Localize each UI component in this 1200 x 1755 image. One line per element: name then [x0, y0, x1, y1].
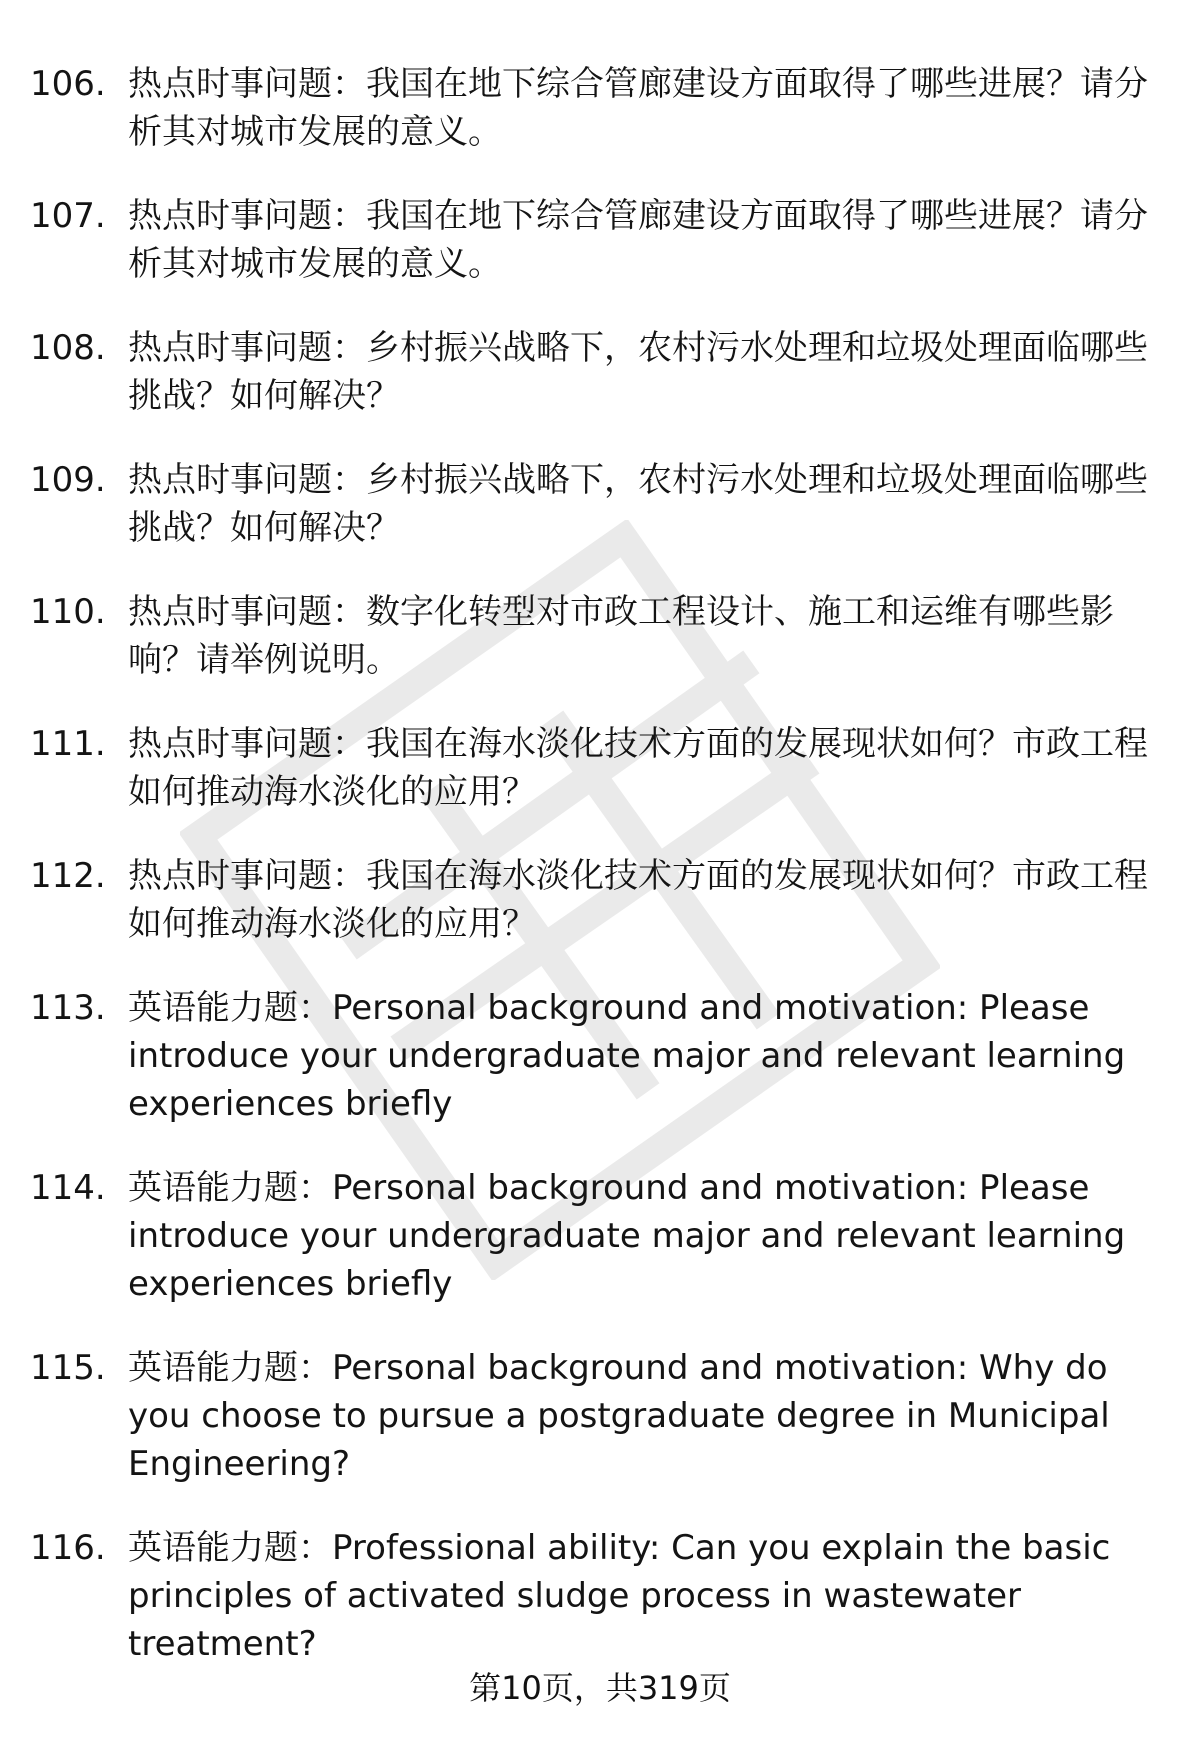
question-text: 英语能力题：Personal background and motivation: Please introduce your undergraduate major and relevant learning experiences briefly — [128, 988, 1126, 1124]
question-number: 110. — [30, 592, 106, 632]
question-item-116 — [30, 1524, 1150, 1668]
question-item-109 — [30, 456, 1150, 552]
question-number: 106. — [30, 64, 106, 104]
question-item-115 — [30, 1344, 1150, 1488]
question-text: 热点时事问题：乡村振兴战略下，农村污水处理和垃圾处理面临哪些挑战？如何解决？ — [128, 460, 1148, 548]
question-item-108 — [30, 324, 1150, 420]
question-number: 111. — [30, 724, 106, 764]
question-text: 热点时事问题：我国在地下综合管廊建设方面取得了哪些进展？请分析其对城市发展的意义。 — [128, 196, 1148, 284]
question-number: 112. — [30, 856, 106, 896]
question-number: 109. — [30, 460, 106, 500]
question-text: 热点时事问题：我国在地下综合管廊建设方面取得了哪些进展？请分析其对城市发展的意义。 — [128, 64, 1148, 152]
question-item-111 — [30, 720, 1150, 816]
question-text: 英语能力题：Professional ability: Can you explain the basic principles of activated sludge process in wastewater treatment? — [128, 1528, 1111, 1664]
question-number: 113. — [30, 988, 106, 1028]
question-item-114 — [30, 1164, 1150, 1308]
question-list — [30, 60, 1150, 1668]
question-number: 115. — [30, 1348, 106, 1388]
question-item-110 — [30, 588, 1150, 684]
page-footer: 第10页，共319页 — [469, 1669, 731, 1707]
question-text: 热点时事问题：乡村振兴战略下，农村污水处理和垃圾处理面临哪些挑战？如何解决？ — [128, 328, 1148, 416]
question-number: 116. — [30, 1528, 106, 1568]
question-number: 114. — [30, 1168, 106, 1208]
question-item-106 — [30, 60, 1150, 156]
question-item-112 — [30, 852, 1150, 948]
question-item-107 — [30, 192, 1150, 288]
question-number: 107. — [30, 196, 106, 236]
question-text: 英语能力题：Personal background and motivation: Why do you choose to pursue a postgraduate degree in Municipal Engineering? — [128, 1348, 1110, 1484]
question-text: 英语能力题：Personal background and motivation: Please introduce your undergraduate major and relevant learning experiences briefly — [128, 1168, 1126, 1304]
question-text: 热点时事问题：我国在海水淡化技术方面的发展现状如何？市政工程如何推动海水淡化的应用？ — [128, 856, 1148, 944]
question-item-113 — [30, 984, 1150, 1128]
question-text: 热点时事问题：数字化转型对市政工程设计、施工和运维有哪些影响？请举例说明。 — [128, 592, 1114, 680]
question-text: 热点时事问题：我国在海水淡化技术方面的发展现状如何？市政工程如何推动海水淡化的应用？ — [128, 724, 1148, 812]
question-number: 108. — [30, 328, 106, 368]
